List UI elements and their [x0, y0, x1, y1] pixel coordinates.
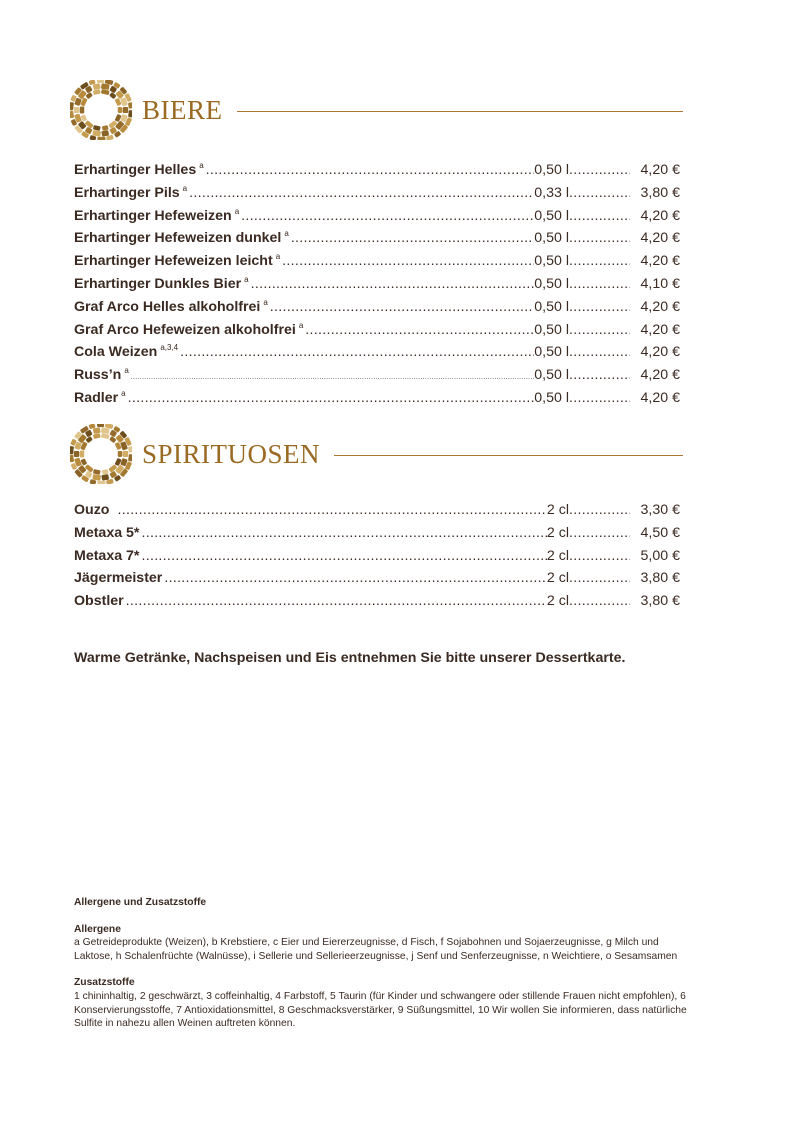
leader-dots [569, 205, 630, 228]
menu-item [74, 178, 680, 201]
emblem-stone [115, 442, 122, 450]
item-quantity: 0,50 l [534, 162, 569, 178]
leader-dots [128, 387, 535, 410]
menu-list-spirituosen [74, 499, 680, 613]
item-price: 3,80 € [640, 184, 680, 201]
allergen-code: a [182, 183, 188, 193]
allergen-footer [74, 896, 689, 1031]
leader-dots [569, 567, 630, 590]
item-quantity: 2 cl [546, 593, 569, 610]
emblem-stone [85, 120, 94, 129]
emblem-stone [101, 474, 109, 481]
leader-dots [569, 387, 630, 410]
item-name: Russ’n $^a$ [74, 366, 129, 384]
menu-item [74, 155, 680, 178]
additives-title: Zusatzstoffe [74, 977, 135, 989]
emblem-stone [128, 110, 132, 118]
leader-dots [117, 499, 546, 522]
section-header-biere [70, 80, 683, 140]
item-quantity: 0,50 l [534, 207, 569, 224]
allergen-code: a [244, 274, 249, 284]
item-name: Metaxa 5* [74, 524, 140, 541]
leader-dots [206, 159, 535, 182]
item-quantity: 0,50 l [534, 253, 569, 270]
item-quantity: 2 cl [546, 547, 569, 564]
item-price: 4,20 € [640, 321, 680, 338]
leader-dots [141, 522, 546, 545]
item-price: 4,20 € [640, 253, 680, 270]
item-price: 4,20 € [640, 230, 680, 247]
emblem-stone [101, 130, 109, 137]
item-quantity: 0,50 l [534, 321, 569, 338]
emblem-stone [80, 451, 85, 458]
item-price: 3,80 € [640, 593, 680, 610]
emblem-stone [85, 436, 92, 443]
allergen-code: a [284, 229, 289, 239]
emblem-stone [93, 125, 101, 131]
leader-dots [569, 182, 630, 205]
emblem-stone [92, 474, 101, 481]
item-name: Erhartinger Hefeweizen leicht $^a$ [74, 252, 281, 270]
emblem-stone [93, 83, 101, 90]
menu-item [74, 337, 680, 360]
emblem-stone [101, 89, 110, 95]
emblem-stone [93, 89, 101, 95]
item-price: 5,00 € [640, 547, 680, 564]
emblem-stone [109, 436, 116, 443]
emblem-stone [101, 433, 110, 439]
emblem-stone [102, 469, 109, 475]
emblem-stone [108, 120, 117, 129]
menu-item [74, 292, 680, 315]
leader-dots [569, 250, 630, 273]
leader-dots [569, 227, 630, 250]
menu-item [74, 201, 680, 224]
leader-dots [569, 364, 630, 387]
allergen-code: a [199, 161, 204, 170]
item-quantity: 0,33 l [534, 184, 569, 201]
item-name: Metaxa 7* [74, 547, 140, 564]
menu-item [74, 590, 680, 613]
item-price: 4,20 € [640, 162, 680, 178]
leader-dots [569, 522, 630, 545]
emblem-stone [92, 130, 101, 137]
item-quantity: 0,50 l [534, 389, 569, 406]
item-price: 4,20 € [640, 367, 680, 384]
item-name: Erhartinger Pils $^a$ [74, 183, 188, 201]
emblem-stone [109, 92, 116, 99]
emblem-stone [81, 458, 88, 465]
leader-dots [189, 182, 534, 205]
emblem-stone [93, 433, 101, 439]
leader-dots [164, 567, 547, 590]
item-quantity: 2 cl [546, 502, 569, 518]
emblem-stone [93, 469, 101, 475]
leader-dots [251, 273, 535, 296]
menu-item [74, 383, 680, 406]
item-price: 4,10 € [640, 275, 680, 292]
leader-dots [126, 590, 547, 613]
emblem-stone [115, 114, 122, 122]
item-name: Erhartinger Hefeweizen $^a$ [74, 206, 240, 224]
emblem-stone [97, 137, 105, 140]
item-price: 3,80 € [640, 570, 680, 587]
header-rule [334, 455, 683, 456]
emblem-stone [74, 107, 80, 113]
emblem-stone [128, 446, 132, 453]
item-price: 4,20 € [640, 389, 680, 406]
emblem-stone [118, 107, 123, 113]
leader-dots [270, 296, 534, 319]
emblem-stone [97, 80, 104, 83]
dessert-note: Warme Getränke, Nachspeisen und Eis entnehmen Sie bitte unserer Dessertkarte. [74, 650, 626, 666]
item-name: Jägermeister [74, 570, 163, 587]
emblem-stone [70, 102, 74, 111]
emblem-stone [102, 125, 109, 131]
menu-item [74, 246, 680, 269]
leader-dots [569, 273, 630, 296]
ring-emblem-icon [70, 424, 132, 484]
leader-dots [291, 227, 534, 250]
item-price: 4,20 € [640, 344, 680, 361]
leader-dots [569, 590, 630, 613]
item-quantity: 0,50 l [534, 344, 569, 361]
menu-item [74, 567, 680, 590]
emblem-stone [128, 454, 132, 462]
emblem-stone [115, 98, 122, 106]
item-name: Erhartinger Helles $^a$ [74, 161, 204, 178]
ring-emblem-icon [70, 80, 132, 140]
emblem-stone [101, 427, 110, 434]
menu-item [74, 522, 680, 545]
emblem-stone [123, 451, 129, 457]
menu-item [74, 315, 680, 338]
allergen-code: a,3,4 [160, 343, 179, 353]
leader-dots [569, 341, 630, 364]
leader-dots [282, 250, 534, 273]
leader-dots [305, 319, 534, 342]
section-title: SPIRITUOSEN [142, 438, 321, 469]
item-quantity: 2 cl [546, 570, 569, 587]
item-name: Radler $^a$ [74, 388, 126, 406]
item-price: 4,50 € [640, 524, 680, 541]
item-price: 4,20 € [640, 298, 680, 315]
item-quantity: 0,50 l [534, 230, 569, 247]
allergen-code: a [121, 388, 126, 398]
item-name: Obstler [74, 593, 124, 610]
allergen-code: a [124, 366, 129, 376]
footer-heading: Allergene und Zusatzstoffe [74, 897, 207, 908]
menu-item [74, 223, 680, 246]
section-header-spirituosen [70, 424, 683, 484]
item-name: Graf Arco Hefeweizen alkoholfrei $^a$ [74, 320, 304, 338]
allergen-code: a [234, 206, 240, 216]
emblem-stone [85, 92, 92, 99]
emblem-stone [128, 102, 132, 109]
allergen-code: a [298, 320, 304, 330]
emblem-stone [80, 107, 85, 114]
emblem-stone [85, 464, 94, 473]
emblem-stone [70, 455, 74, 463]
menu-list-biere [74, 155, 680, 406]
emblem-stone [93, 427, 101, 434]
emblem-stone [97, 424, 104, 427]
emblem-stone [70, 446, 74, 455]
section-title: BIERE [142, 94, 223, 125]
emblem-stone [97, 481, 105, 484]
emblem-stone [108, 464, 117, 473]
item-quantity: 0,50 l [534, 298, 569, 315]
leader-dots [180, 341, 534, 364]
allergen-code: a [275, 252, 281, 262]
leader-dots [569, 159, 630, 182]
item-name: Erhartinger Dunkles Bier $^a$ [74, 274, 249, 292]
item-price: 3,30 € [640, 502, 680, 518]
item-quantity: 2 cl [546, 524, 569, 541]
emblem-stone [74, 451, 80, 457]
allergens-title: Allergene [74, 923, 121, 935]
item-quantity: 0,50 l [534, 275, 569, 292]
item-name: Graf Arco Helles alkoholfrei $^a$ [74, 297, 268, 315]
menu-item [74, 499, 680, 522]
item-name: Cola Weizen $^{a,3,4}$ [74, 343, 179, 361]
header-rule [237, 111, 684, 112]
emblem-stone [101, 83, 110, 90]
allergens-text: a Getreideprodukte (Weizen), b Krebstiere, c Eier und Eiererzeugnisse, d Fisch, f Sojabohnen und Sojaerzeugnisse, g Milch und Laktose, h Schalenfrüchte (Walnüsse), i Sellerie und Sellerieerzeugnisse, j Senf und Senferzeugnisse, n Weichtiere, o Sesamsamen [74, 937, 678, 962]
emblem-stone [123, 107, 129, 113]
item-name: Erhartinger Hefeweizen dunkel $^a$ [74, 229, 289, 247]
additives-text: 1 chininhaltig, 2 geschwärzt, 3 coffeinhaltig, 4 Farbstoff, 5 Taurin (für Kinder und schwangere oder stillende Frauen nicht empfohlen), 6 Konservierungsstoffe, 7 Antioxidationsmittel, 8 Geschmacksverstärker, 9 Süßungsmittel, 10 Wir wollen Sie informieren, dass natürliche Sulfite in nahezu allen Weinen auftreten können. [74, 990, 687, 1030]
leader-dots [569, 319, 630, 342]
allergen-code: a [263, 297, 268, 307]
emblem-stone [115, 458, 122, 466]
leader-dots [569, 296, 630, 319]
leader-dots [141, 545, 546, 568]
emblem-stone [81, 114, 88, 121]
item-quantity: 0,50 l [534, 367, 569, 384]
item-name: Ouzo [74, 502, 110, 518]
emblem-stone [70, 111, 74, 119]
emblem-stone [118, 451, 123, 457]
menu-item [74, 545, 680, 568]
menu-item [74, 269, 680, 292]
leader-dots [569, 499, 630, 522]
leader-dots [569, 545, 630, 568]
item-price: 4,20 € [640, 207, 680, 224]
